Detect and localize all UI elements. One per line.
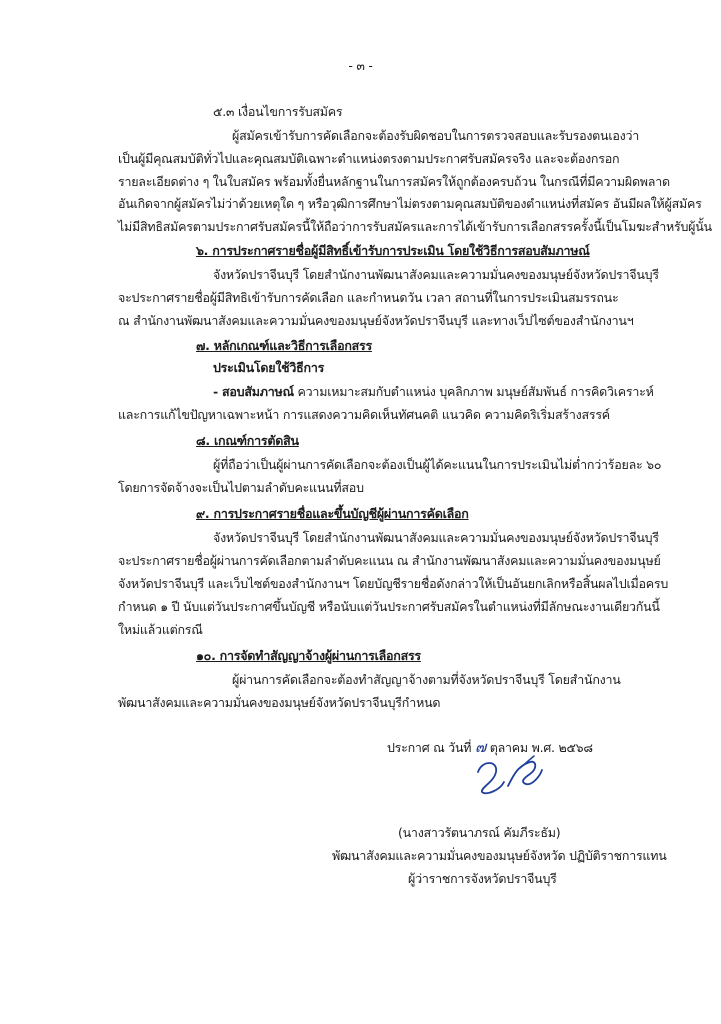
signatory-name: (นางสาวรัตนาภรณ์ คัมภีระธัม) [398,825,561,840]
section-5-3-heading: ๕.๓ เงื่อนไขการรับสมัคร [213,104,343,119]
bullet-text: ความเหมาะสมกับตำแหน่ง บุคลิกภาพ มนุษย์สัมพันธ์ การคิดวิเคราะห์ [293,384,654,399]
date-prefix: ประกาศ ณ วันที่ [387,740,472,755]
section-9-heading: ๙. การประกาศรายชื่อและขึ้นบัญชีผู้ผ่านการคัดเลือก [196,506,469,521]
section-9-line: ใหม่แล้วแต่กรณี [118,622,203,637]
section-7-bullet [213,384,654,400]
handwritten-signature [470,752,550,802]
section-9-line: กำหนด ๑ ปี นับแต่วันประกาศขึ้นบัญชี หรือนับแต่วันประกาศรับสมัครในตำแหน่งที่มีลักษณะงานเดียวกันนี้ [118,599,660,614]
section-5-3-line: เป็นผู้มีคุณสมบัติทั่วไปและคุณสมบัติเฉพาะตำแหน่งตรงตามประกาศรับสมัครจริง และจะต้องกรอก [118,151,620,166]
date-day: ๗ [474,738,486,756]
section-8-line: ผู้ที่ถือว่าเป็นผู้ผ่านการคัดเลือกจะต้องเป็นผู้ได้คะแนนในการประเมินไม่ต่ำกว่าร้อยละ ๖๐ [213,457,662,472]
section-7-line: และการแก้ไขปัญหาเฉพาะหน้า การแสดงความคิดเห็นทัศนคติ แนวคิด ความคิดริเริ่มสร้างสรรค์ [118,407,610,422]
page-number: - ๓ - [348,58,373,73]
section-7-heading: ๗. หลักเกณฑ์และวิธีการเลือกสรร [196,338,372,353]
section-10-line: พัฒนาสังคมและความมั่นคงของมนุษย์จังหวัดปราจีนบุรีกำหนด [118,695,441,710]
section-8-line: โดยการจัดจ้างจะเป็นไปตามลำดับคะแนนที่สอบ [118,480,364,495]
section-9-line: จังหวัดปราจีนบุรี โดยสำนักงานพัฒนาสังคมและความมั่นคงของมนุษย์จังหวัดปราจีนบุรี [213,530,659,545]
section-10-heading: ๑๐. การจัดทำสัญญาจ้างผู้ผ่านการเลือกสรร [196,648,421,663]
section-9-line: จังหวัดปราจีนบุรี และเว็บไซต์ของสำนักงานฯ โดยบัญชีรายชื่อดังกล่าวให้เป็นอันยกเลิกหรือสิ้นผลไปเมื่อครบ [118,576,669,591]
section-6-line: ณ สำนักงานพัฒนาสังคมและความมั่นคงของมนุษย์จังหวัดปราจีนบุรี และทางเว็ปไซต์ของสำนักงานฯ [118,313,634,328]
section-6-line: จังหวัดปราจีนบุรี โดยสำนักงานพัฒนาสังคมและความมั่นคงของมนุษย์จังหวัดปราจีนบุรี [213,267,659,282]
section-6-heading: ๖. การประกาศรายชื่อผู้มีสิทธิ์เข้ารับการประเมิน โดยใช้วิธีการสอบสัมภาษณ์ [196,243,590,258]
section-10-line: ผู้ผ่านการคัดเลือกจะต้องทำสัญญาจ้างตามที่จังหวัดปราจีนบุรี โดยสำนักงาน [232,672,621,687]
section-5-3-line: ไม่มีสิทธิสมัครตามประกาศรับสมัครนี้ให้ถือว่าการรับสมัครและการได้เข้ารับการเลือกสรรครั้งนี้เป็นโมฆะสำหรับผู้นั้น [118,219,712,234]
date-suffix: ตุลาคม พ.ศ. ๒๕๖๘ [489,740,593,755]
section-5-3-line: อันเกิดจากผู้สมัครไม่ว่าด้วยเหตุใด ๆ หรือวุฒิการศึกษาไม่ตรงตามคุณสมบัติของตำแหน่งที่สมัคร อันมีผลให้ผู้สมัคร [118,196,702,211]
signatory-position: ผู้ว่าราชการจังหวัดปราจีนบุรี [408,871,557,886]
section-7-subheading: ประเมินโดยใช้วิธีการ [213,360,325,375]
signatory-position: พัฒนาสังคมและความมั่นคงของมนุษย์จังหวัด ปฏิบัติราชการแทน [332,848,667,863]
section-5-3-line: รายละเอียดต่าง ๆ ในใบสมัคร พร้อมทั้งยื่นหลักฐานในการสมัครให้ถูกต้องครบถ้วน ในกรณีที่มีความผิดพลาด [118,174,670,189]
section-6-line: จะประกาศรายชื่อผู้มีสิทธิเข้ารับการคัดเลือก และกำหนดวัน เวลา สถานที่ในการประเมินสมรรถนะ [118,290,619,305]
section-8-heading: ๘. เกณฑ์การตัดสิน [196,433,299,448]
section-5-3-line: ผู้สมัครเข้ารับการคัดเลือกจะต้องรับผิดชอบในการตรวจสอบและรับรองตนเองว่า [232,128,640,143]
bullet-label: - สอบสัมภาษณ์ [213,384,294,399]
section-9-line: จะประกาศรายชื่อผู้ผ่านการคัดเลือกตามลำดับคะแนน ณ สำนักงานพัฒนาสังคมและความมั่นคงของมนุษย์ [118,553,661,568]
